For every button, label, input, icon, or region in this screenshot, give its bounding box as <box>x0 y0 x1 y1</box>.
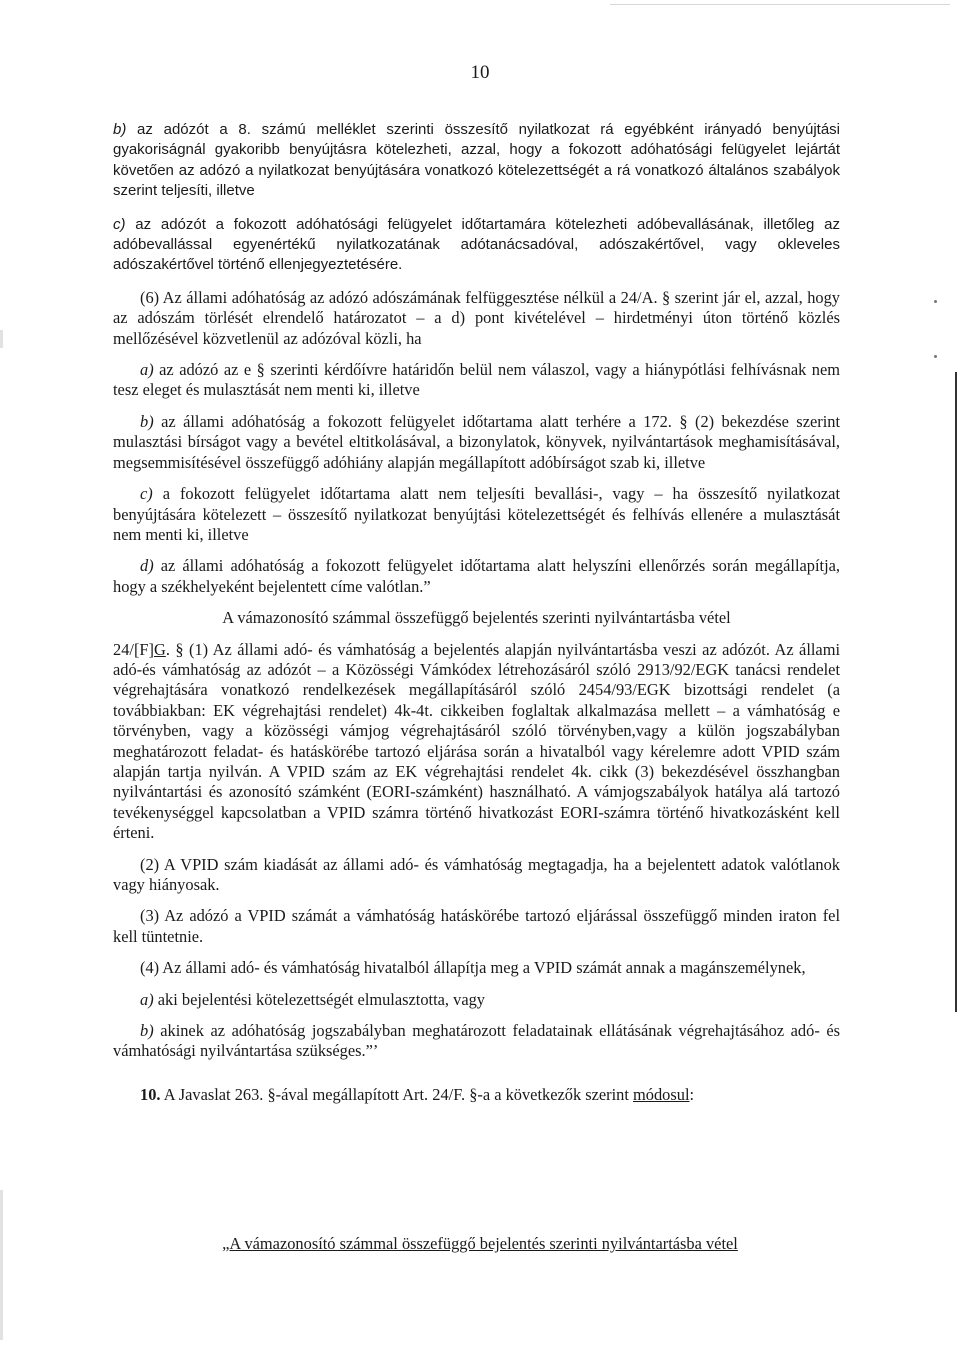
paragraph-text: a fokozott felügyelet időtartama alatt nem teljesíti bevallási-, vagy – ha összesítő nyilatkozat benyújtására kötelezett – összesítő nyilatkozat benyújtási kötelezettségét és felhívás ellenére a mulasztását nem menti ki, illetve <box>113 484 840 544</box>
paragraph-6: (6) Az állami adóhatóság az adózó adószámának felfüggesztése nélkül a 24/A. § szerint jár el, azzal, hogy az adószám törlését elrendelő határozatot – a d) pont kivételével – hirdetményi úton történő közlés mellőzésével közvetlenül az adózóval közli, ha <box>113 287 840 348</box>
item-number: 10. <box>140 1084 161 1104</box>
paragraph-text: az adózót a fokozott adóhatósági felügyelet időtartamára kötelezheti adóbevallásának, illetőleg az adóbevallással egyenértékű nyilatkozatának adótanácsadóval, adószakértővel, vagy okleveles adószakértővel történő ellenjegyeztetésére. <box>113 215 840 274</box>
item-letter: c) <box>113 215 126 233</box>
paragraph-text: az állami adóhatóság a fokozott felügyelet időtartama alatt terhére a 172. § (2) bekezdése szerint mulasztási bírságot vagy a bevétel eltitkolásával, a bizonylatok, könyvek, nyilvántartások meghamisításával, megsemmisítésével összefüggő adóhiány alapján megállapított adóbírságot szab ki, illetve <box>113 411 840 472</box>
item-letter: d) <box>140 556 154 576</box>
item-letter: c) <box>140 484 153 504</box>
section-number: 24/[F] <box>113 639 154 659</box>
paragraph-6c <box>113 484 840 545</box>
paragraph-text: . § (1) Az állami adó- és vámhatóság a bejelentés alapján nyilvántartásba veszi az adózót. Az állami adó-és vámhatóság az adózót – a Közösségi Vámkódex létrehozásáról szóló 2913/92/EGK tanácsi rendelet végrehajtására vonatkozó rendelkezések megállapításáról szóló 2454/93/EGK bizottsági rendelet (a továbbiakban: EK végrehajtási rendelet) 4k-4t. cikkeiben foglaltak alkalmazása mellett – a vámhatóság e törvényben, vagy a közösségi vámjog végrehajtásáról szóló törvényben,vagy a külön jogszabályban meghatározott feladat- és hatáskörébe tartozó eljárása során a hivatalból vagy kérelemre adott VPID szám alapján tartja nyilván. A VPID szám az EK végrehajtási rendelet 4k. cikk (3) bekezdésével összhangban nyilvántartási és azonosító számként (EORI-számként) használható. A vámjogszabályok hatálya alá tartozó tevékenységgel kapcsolatban a VPID számra történő hivatkozást EORI-számra történő hivatkozásként kell érteni. <box>113 639 840 843</box>
paragraph-4b <box>113 1021 840 1062</box>
item-letter: b) <box>113 121 127 138</box>
item-letter: a) <box>140 360 154 380</box>
item-letter: a) <box>140 989 154 1009</box>
paragraph-text: az állami adóhatóság a fokozott felügyelet időtartama alatt helyszíni ellenőrzés során megállapítja, hogy a székhelyeként bejelentett címe valótlan.” <box>113 556 840 596</box>
paragraph-6b <box>113 412 840 473</box>
amended-section-heading: „A vámazonosító számmal összefüggő bejelentés szerinti nyilvántartásba vétel <box>222 1234 738 1253</box>
paragraph-text: A Javaslat 263. §-ával megállapított Art. 24/F. §-a a következők szerint <box>160 1084 634 1104</box>
section-24-paragraph-2: (2) A VPID szám kiadását az állami adó- és vámhatóság megtagadja, ha a bejelentett adatok valótlanok vagy hiányosak. <box>113 854 840 894</box>
document-body <box>113 120 840 1116</box>
item-letter: b) <box>140 1021 154 1041</box>
section-24-paragraph-3: (3) Az adózó a VPID számát a vámhatóság hatáskörébe tartozó eljárással összefüggő minden iraton fel kell tüntetnie. <box>113 906 840 946</box>
scan-speck <box>934 355 937 358</box>
section-heading: A vámazonosító számmal összefüggő bejelentés szerinti nyilvántartásba vétel <box>222 608 731 628</box>
paragraph-c <box>113 215 840 276</box>
paragraph-6a <box>113 360 840 401</box>
paragraph-4a <box>113 990 840 1010</box>
section-24-paragraph-4: (4) Az állami adó- és vámhatóság hivatalból állapítja meg a VPID számát annak a magánszemélynek, <box>140 958 806 978</box>
paragraph-text: aki bejelentési kötelezettségét elmulasztotta, vagy <box>153 989 485 1009</box>
section-number-amendment: G <box>153 639 166 659</box>
paragraph-punctuation: : <box>689 1084 695 1104</box>
paragraph-text: az adózót a 8. számú melléklet szerinti összesítő nyilatkozat rá egyébként irányadó benyújtási gyakoriságnál gyakoribb benyújtásra kötelezheti, azzal, hogy a fokozott adóhatósági felügyelet lejártát követően az adózó a nyilatkozat benyújtására vonatkozó kötelezettségét a rá vonatkozó általános szabályok szerint teljesíti, illetve <box>113 121 840 200</box>
amendment-keyword: módosul <box>633 1084 690 1104</box>
scan-edge-mark <box>0 330 3 348</box>
paragraph-b <box>113 120 840 202</box>
spacer <box>113 1073 840 1085</box>
paragraph-text: az adózó az e § szerinti kérdőívre határidőn belül nem válaszol, vagy a hiánypótlási felhívásnak nem tesz eleget és mulasztását nem menti ki, illetve <box>113 360 840 400</box>
paragraph-6d <box>113 556 840 597</box>
paragraph-text: akinek az adóhatóság jogszabályban meghatározott feladatainak ellátásának végrehajtásához adó- és vámhatósági nyilvántartása szükséges.”’ <box>113 1021 840 1061</box>
margin-revision-bar <box>955 372 957 1012</box>
scan-speck <box>934 300 937 303</box>
amendment-item-10 <box>113 1085 840 1105</box>
scan-edge-mark <box>0 1190 3 1340</box>
item-letter: b) <box>140 411 154 431</box>
page-number: 10 <box>470 62 490 83</box>
scan-top-rule <box>610 4 950 5</box>
section-24-paragraph-1 <box>113 640 840 844</box>
